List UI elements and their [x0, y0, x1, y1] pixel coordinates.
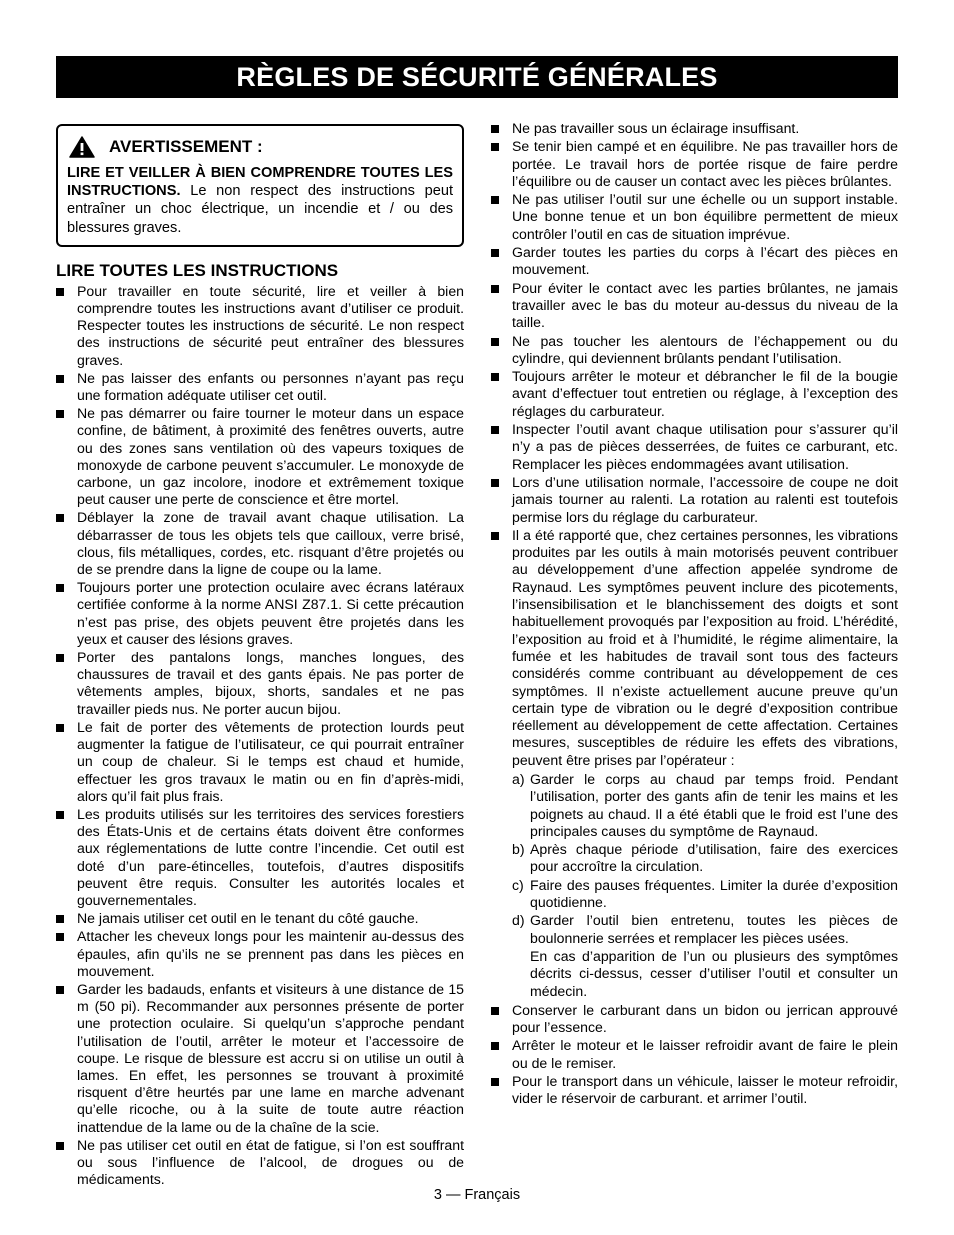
- bullet-square-icon: [491, 125, 499, 133]
- sub-list-item: [512, 912, 898, 947]
- list-item-text: Le fait de porter des vêtements de protection lourds peut augmenter la fatigue de l’utilisateur, ce qui pourrait entraîner un coup de chaleur. Si le temps est chaud et humide, effectuer les gros travaux le matin ou en fin d’après-midi, alors qu’il fait plus frais.: [77, 718, 464, 804]
- list-item: [56, 405, 464, 508]
- sub-list-letter: b): [512, 841, 525, 858]
- list-item: [56, 509, 464, 578]
- list-item: [491, 1073, 898, 1108]
- list-item: [56, 719, 464, 805]
- list-item-text: Garder toutes les parties du corps à l’écart des pièces en mouvement.: [512, 244, 898, 278]
- right-column: [491, 120, 898, 1109]
- sub-list-wrap: [512, 771, 898, 1000]
- bullet-square-icon: [491, 338, 499, 346]
- bullet-square-icon: [56, 410, 64, 418]
- list-item: [56, 910, 464, 927]
- sub-list-text: Garder le corps au chaud par temps froid. Pendant l’utilisation, porter des gants afin de tenir les mains et les poignets au chaud. Il a été établi que le froid est l’une des principales causes du symptôme de Raynaud.: [530, 770, 898, 839]
- sub-list-letter: a): [512, 770, 525, 787]
- page-title: RÈGLES DE SÉCURITÉ GÉNÉRALES: [56, 56, 898, 98]
- bullet-square-icon: [56, 811, 64, 819]
- bullet-square-icon: [491, 196, 499, 204]
- bullet-square-icon: [56, 724, 64, 732]
- bullet-square-icon: [491, 1007, 499, 1015]
- list-item: [491, 244, 898, 279]
- list-item-text: Pour le transport dans un véhicule, laisser le moteur refroidir, vider le réservoir de carburant. et arrimer l’outil.: [512, 1073, 898, 1107]
- list-item: [491, 138, 898, 190]
- section-title: LIRE TOUTES LES INSTRUCTIONS: [56, 260, 339, 280]
- list-item: [56, 370, 464, 404]
- bullet-square-icon: [491, 249, 499, 257]
- list-item: [491, 1037, 898, 1072]
- right-bullet-list: [491, 120, 898, 1108]
- bullet-square-icon: [56, 1142, 64, 1150]
- warning-header: [67, 136, 453, 158]
- list-item: [491, 191, 898, 243]
- list-item: [56, 649, 464, 718]
- sub-list-letter: c): [512, 876, 524, 893]
- warning-bold-text: LIRE ET VEILLER À BIEN COMPRENDRE TOUTES LES INSTRUCTIONS.: [67, 165, 453, 200]
- sub-list-letter: d): [512, 912, 525, 929]
- bullet-square-icon: [56, 915, 64, 923]
- list-item-text: Inspecter l’outil avant chaque utilisation pour s’assurer qu’il n’y a pas de pièces desserrées, de fuites ce carburant, etc. Remplacer les pièces endommagées avant utilisation.: [512, 421, 898, 472]
- list-item-text: Ne pas toucher les alentours de l’échappement ou du cylindre, qui deviennent brûlants pendant l’utilisation.: [512, 332, 898, 366]
- list-item-text: Ne pas laisser des enfants ou personnes n’ayant pas reçu une formation adéquate utiliser cet outil.: [77, 369, 464, 404]
- list-item: [56, 1137, 464, 1189]
- sub-list-item: [512, 771, 898, 840]
- sub-list-item: [512, 877, 898, 912]
- list-item: [56, 928, 464, 980]
- list-item: [491, 368, 898, 420]
- list-item-vibration: [491, 527, 898, 1000]
- warning-text: [67, 164, 453, 237]
- bullet-square-icon: [491, 532, 499, 540]
- list-item: [491, 120, 898, 137]
- list-item-text: Il a été rapporté que, chez certaines personnes, les vibrations produites par les outils à main motorisés peuvent contribuer au développement d’une affection appelée syndrome de Raynaud. Les symptômes peuvent inclure des picotements, l’insensibilisation et le blanchissement des doigts et sont habituellement provoqués par l’exposition au froid. L’hérédité, l’exposition au froid et à l’humidité, le régime alimentaire, la fumée et les habitudes de travail sont tous des facteurs considérés comme contribuant au développement de ces symptômes. Il n’existe actuellement aucune preuve qu’un certain type de vibration ou le degré d’exposition contribue réellement au développement de cette affectation. Certaines mesures, susceptibles de réduire les effets des vibrations, peuvent être prises par l’opérateur :: [512, 526, 898, 768]
- left-column: [56, 124, 464, 1189]
- list-item-text: Se tenir bien campé et en équilibre. Ne pas travailler hors de portée. Le travail hors de portée risque de faire perdre l’équilibre ou de causer un contact avec les pièces brûlantes.: [512, 138, 898, 189]
- bullet-square-icon: [56, 514, 64, 522]
- list-item: [56, 806, 464, 909]
- bullet-square-icon: [491, 1078, 499, 1086]
- list-item-text: Ne pas utiliser l’outil sur une échelle ou un support instable. Une bonne tenue et un bon équilibre permettent de mieux contrôler l’outil en cas de situation imprévue.: [512, 191, 898, 242]
- warning-title: AVERTISSEMENT :: [109, 137, 263, 156]
- list-item: [491, 333, 898, 368]
- list-item-text: Garder les badauds, enfants et visiteurs à une distance de 15 m (50 pi). Recommander aux personnes présente de porter une protection oculaire. Si quelqu’un s’approche pendant l’utilisation de l’outil, arrêter le moteur et l’accessoire de coupe. Le risque de blessure est accru si on utilise un outil à lames. En effet, les personnes se trouvant à proximité risquent d’être heurtés par une lame en marche advenant qu’elle ricoche, ou à la suite de toute autre réaction inattendue de la lame ou de la chaîne de la scie.: [77, 980, 464, 1135]
- list-item-text: Ne pas démarrer ou faire tourner le moteur dans un espace confine, de bâtiment, à proximité des fenêtres ouverts, autre ou des zones sans ventilation où des vapeurs toxiques de monoxyde de carbone peuvent s’accumuler. Le monoxyde de carbone, un gaz incolore, inodore et extrêmement toxique peut causer une perte de conscience et être mortel.: [77, 405, 464, 508]
- list-item-text: Toujours porter une protection oculaire avec écrans latéraux certifiée conforme à la norme ANSI Z87.1. Si cette précaution n’est pas prise, des objets peuvent être projetés dans les yeux et causer des lésions graves.: [77, 579, 464, 647]
- bullet-square-icon: [491, 373, 499, 381]
- bullet-square-icon: [491, 426, 499, 434]
- list-item: [491, 421, 898, 473]
- list-item-text: Les produits utilisés sur les territoires des services forestiers des États-Unis et de certains états doivent être conformes aux réglementations de lutte contre l’incendie. Cet outil est doté d’un pare-étincelles, toutefois, d’autres dispositifs peuvent être requis. Consulter les autorités locales et gouvernementales.: [77, 805, 464, 908]
- list-item: [56, 981, 464, 1136]
- list-item-text: Pour travailler en toute sécurité, lire et veiller à bien comprendre toutes les instructions avant d’utiliser ce produit. Respecter toutes les instructions de sécurité. Le non respect des instructions de sécurité peut entraîner des blessures graves.: [77, 282, 464, 368]
- list-item-text: Ne pas travailler sous un éclairage insuffisant.: [512, 120, 800, 136]
- list-item: [491, 1002, 898, 1037]
- bullet-square-icon: [491, 285, 499, 293]
- list-item-text: Ne pas utiliser cet outil en état de fatigue, si l’on est souffrant ou sous l’influence de l’alcool, de drogues ou de médicaments.: [77, 1136, 464, 1188]
- sub-list: [512, 771, 898, 947]
- sub-list-text: Garder l’outil bien entretenu, toutes les pièces de boulonnerie serrées et remplacer les pièces usées.: [530, 912, 898, 946]
- left-bullet-list: [56, 283, 464, 1189]
- sub-list-item: [512, 841, 898, 876]
- list-item: [491, 280, 898, 332]
- list-item-text: Déblayer la zone de travail avant chaque utilisation. La débarrasser de tous les objets tels que cailloux, verre brisé, clous, fils métalliques, cordes, etc. risquant d’être projetés ou de se prendre dans la ligne de coupe ou la lame.: [77, 509, 464, 578]
- bullet-square-icon: [491, 1042, 499, 1050]
- bullet-square-icon: [56, 375, 64, 383]
- bullet-square-icon: [56, 584, 64, 592]
- bullet-square-icon: [491, 479, 499, 487]
- bullet-square-icon: [56, 986, 64, 994]
- list-item: [491, 474, 898, 526]
- list-item-text: Arrêter le moteur et le laisser refroidir avant de faire le plein ou de le remiser.: [512, 1037, 898, 1071]
- list-item-text: Ne jamais utiliser cet outil en le tenant du côté gauche.: [77, 910, 419, 927]
- list-item-text: Toujours arrêter le moteur et débrancher le fil de la bougie avant d’effectuer tout entretien ou réglage, à l’exception des réglages du carburateur.: [512, 368, 898, 419]
- list-item: [56, 579, 464, 648]
- list-item-text: Conserver le carburant dans un bidon ou jerrican approuvé pour l’essence.: [512, 1001, 898, 1036]
- bullet-square-icon: [491, 143, 499, 151]
- bullet-square-icon: [56, 654, 64, 662]
- list-item-text: Attacher les cheveux longs pour les maintenir au-dessus des épaules, afin qu’ils ne se prennent pas dans les pièces en mouvement.: [77, 928, 464, 979]
- bullet-square-icon: [56, 933, 64, 941]
- warning-body-text: Le non respect des instructions peut entraîner un choc électrique, un incendie et / ou des blessures graves.: [67, 183, 453, 236]
- list-item-text: Porter des pantalons longs, manches longues, des chaussures de travail et des gants épais. Ne pas porter de vêtements amples, bijoux, shorts, sandales et ne pas travailler pieds nus. Ne porter aucun bijou.: [77, 649, 464, 717]
- list-item-text: Pour éviter le contact avec les parties brûlantes, ne jamais travailler avec le bas du moteur au-dessus du niveau de la taille.: [512, 279, 898, 331]
- page-footer: 3 — Français: [433, 1187, 521, 1203]
- sub-list-text: Après chaque période d’utilisation, faire des exercices pour accroître la circulation.: [530, 841, 898, 875]
- sub-list-text: Faire des pauses fréquentes. Limiter la durée d’exposition quotidienne.: [530, 876, 898, 911]
- sub-list-note: En cas d’apparition de l’un ou plusieurs des symptômes décrits ci-dessus, cesser d’utiliser l’outil et consulter un médecin.: [530, 947, 898, 999]
- list-item-text: Lors d’une utilisation normale, l’accessoire de coupe ne doit jamais tourner au ralenti. La rotation au ralenti est toutefois permise lors du réglage du carburateur.: [512, 473, 898, 525]
- bullet-square-icon: [56, 288, 64, 296]
- warning-box: [56, 124, 464, 247]
- list-item: [56, 283, 464, 369]
- warning-triangle-icon: [69, 136, 95, 158]
